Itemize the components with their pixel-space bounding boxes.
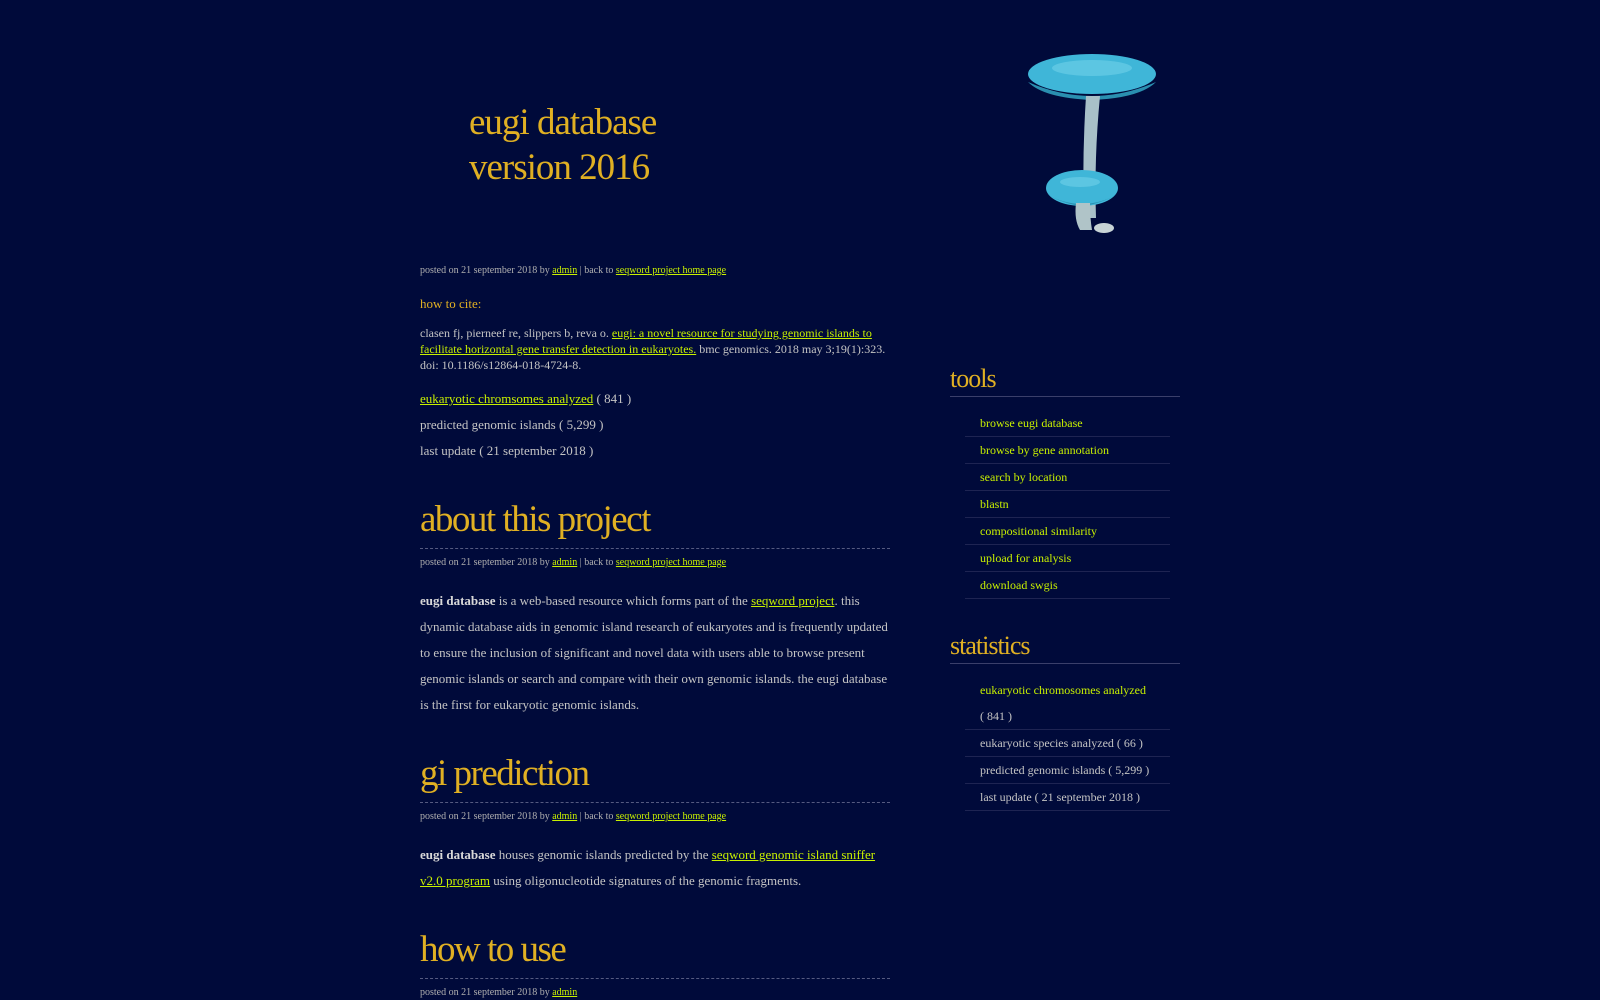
post-meta: [420, 265, 726, 277]
stat-chromosomes: [965, 677, 1170, 730]
tool-download-swgis[interactable]: [965, 572, 1170, 599]
mushroom-logo-icon: [1020, 48, 1170, 238]
author-link[interactable]: admin: [552, 557, 578, 568]
back-to-label: | back to: [579, 811, 614, 822]
tool-upload-for-analysis[interactable]: [965, 545, 1170, 572]
tool-label[interactable]: blastn: [980, 497, 1009, 511]
site-title: [469, 100, 656, 190]
about-text2: . this dynamic database aids in genomic island research of eukaryotes and is frequently updated to ensure the inclusion of significant and novel data with users able to browse present genomic islands or search and compare with their own genomic islands. the eugi database is the first for eukaryotic genomic islands.: [420, 593, 888, 712]
about-divider: [420, 548, 890, 549]
stat-chromosomes-count: ( 841 ): [980, 709, 1012, 723]
stat-species: eukaryotic species analyzed ( 66 ): [965, 730, 1170, 757]
tool-browse-by-gene[interactable]: [965, 437, 1170, 464]
site-title-line2: version 2016: [469, 147, 650, 188]
tool-label[interactable]: compositional similarity: [980, 524, 1097, 538]
statistics-title: statistics: [950, 631, 1180, 664]
tool-label[interactable]: download swgis: [980, 578, 1058, 592]
tools-list: [965, 410, 1170, 599]
summary-islands: predicted genomic islands ( 5,299 ): [420, 417, 604, 432]
tools-title: tools: [950, 364, 1180, 397]
stat-chromosomes-link[interactable]: eukaryotic chromosomes analyzed: [980, 683, 1146, 697]
tool-label[interactable]: browse by gene annotation: [980, 443, 1109, 457]
seqword-project-link[interactable]: seqword project: [751, 593, 835, 608]
stat-islands: predicted genomic islands ( 5,299 ): [965, 757, 1170, 784]
post-meta-prefix: posted on 21 september 2018 by: [420, 987, 550, 998]
about-text1: is a web-based resource which forms part of the: [495, 593, 752, 608]
post-meta-prefix: posted on 21 september 2018 by: [420, 557, 550, 568]
post-meta-prefix: posted on 21 september 2018 by: [420, 265, 550, 276]
author-link[interactable]: admin: [552, 987, 578, 998]
back-to-label: | back to: [579, 265, 614, 276]
post-meta-prefix: posted on 21 september 2018 by: [420, 811, 550, 822]
tool-label[interactable]: browse eugi database: [980, 416, 1083, 430]
home-page-link[interactable]: seqword project home page: [615, 811, 727, 822]
tool-label[interactable]: search by location: [980, 470, 1068, 484]
tool-search-by-location[interactable]: [965, 464, 1170, 491]
gi-text1: houses genomic islands predicted by the: [495, 847, 712, 862]
gi-prediction-divider: [420, 802, 890, 803]
citation-journal: bmc genomics. 2018 may 3;19(1):323. doi: 10.1186/s12864-018-4724-8.: [420, 342, 886, 372]
tool-blastn[interactable]: [965, 491, 1170, 518]
back-to-label: | back to: [579, 557, 614, 568]
gi-bold: eugi database: [420, 847, 496, 862]
tool-label[interactable]: upload for analysis: [980, 551, 1072, 565]
about-paragraph: [420, 588, 890, 718]
how-to-use-meta: [420, 987, 577, 999]
gi-prediction-title: gi prediction: [420, 753, 589, 794]
tool-compositional-similarity[interactable]: [965, 518, 1170, 545]
about-bold: eugi database: [420, 593, 496, 608]
site-title-line1: eugi database: [469, 102, 657, 143]
citation-paper-link[interactable]: eugi: a novel resource for studying genomic islands to facilitate horizontal gene transfer detection in eukaryotes.: [420, 326, 872, 356]
summary-chromosomes: [420, 391, 631, 407]
chromosomes-count: ( 841 ): [596, 391, 632, 406]
how-to-use-divider: [420, 978, 890, 979]
statistics-list: [965, 677, 1170, 811]
how-to-use-title: how to use: [420, 929, 566, 970]
chromosomes-link[interactable]: eukaryotic chromsomes analyzed: [420, 391, 594, 406]
citation-authors: clasen fj, pierneef re, slippers b, reva o.: [420, 326, 609, 340]
gi-text2: using oligonucleotide signatures of the genomic fragments.: [490, 873, 802, 888]
gi-prediction-paragraph: [420, 842, 890, 894]
citation: [420, 325, 890, 373]
gi-prediction-meta: [420, 811, 726, 823]
sniffer-program-link[interactable]: seqword genomic island sniffer v2.0 program: [420, 847, 876, 888]
home-page-link[interactable]: seqword project home page: [615, 557, 727, 568]
tool-browse-eugi[interactable]: [965, 410, 1170, 437]
cite-label: how to cite:: [420, 296, 482, 311]
author-link[interactable]: admin: [552, 811, 578, 822]
author-link[interactable]: admin: [552, 265, 578, 276]
about-title: about this project: [420, 499, 650, 540]
summary-last-update: last update ( 21 september 2018 ): [420, 443, 594, 458]
home-page-link[interactable]: seqword project home page: [615, 265, 727, 276]
about-meta: [420, 557, 726, 569]
stat-last-update: last update ( 21 september 2018 ): [965, 784, 1170, 811]
